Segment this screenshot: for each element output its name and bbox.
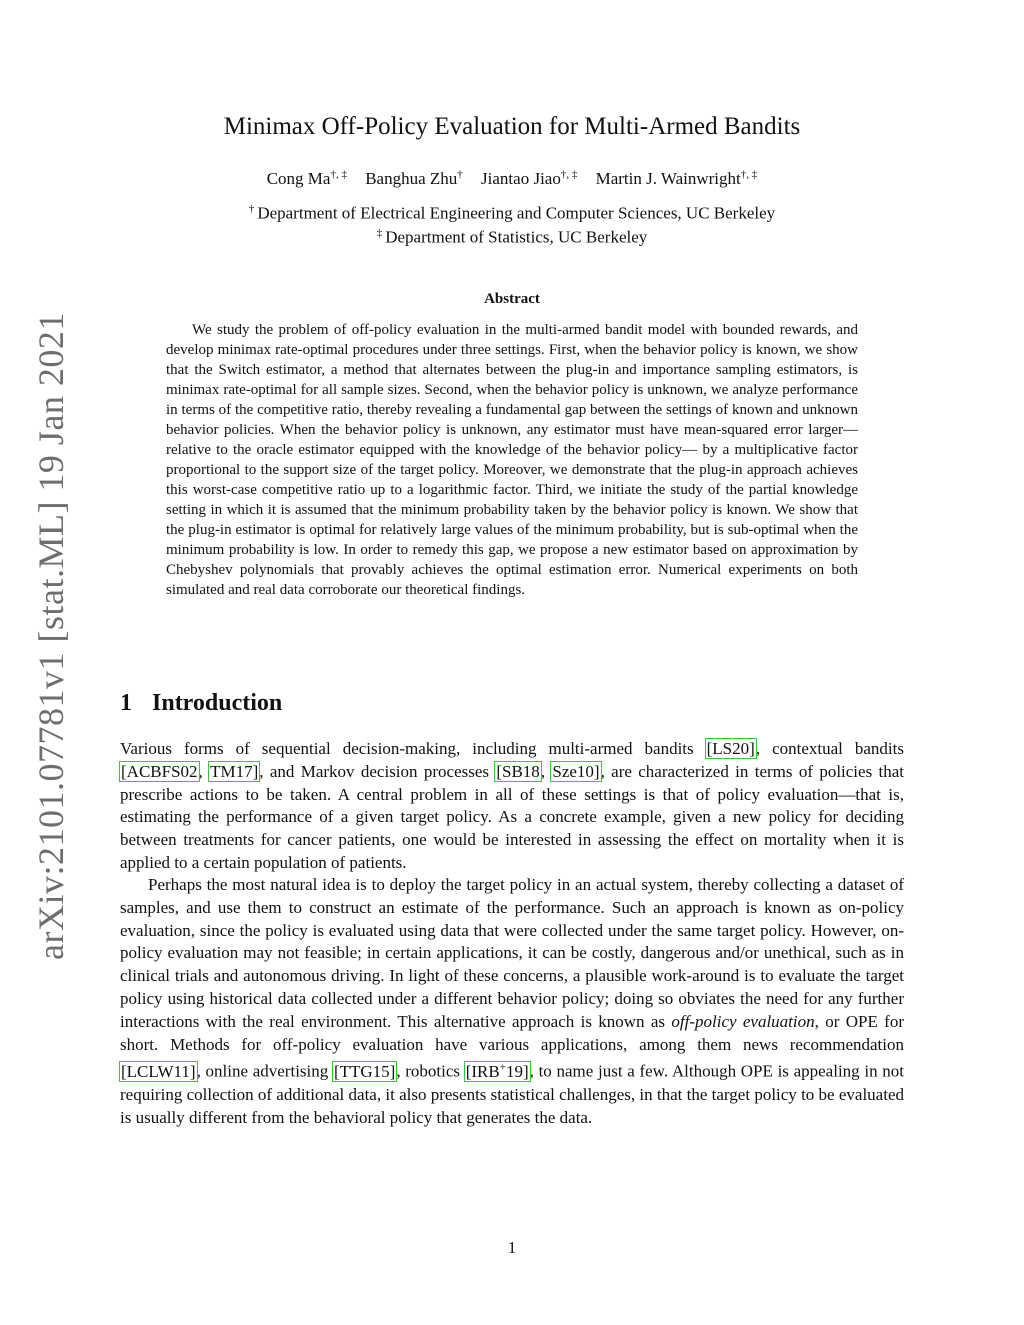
arxiv-identifier-stamp: arXiv:2101.07781v1 [stat.ML] 19 Jan 2021 — [31, 312, 71, 960]
author-list — [0, 168, 1024, 189]
affiliation-text: Department of Electrical Engineering and Computer Sciences, UC Berkeley — [257, 203, 776, 223]
author-name: Jiantao Jiao — [481, 168, 561, 188]
section-heading-introduction — [120, 690, 282, 717]
author-affiliation-marks: †, ‡ — [330, 168, 347, 180]
author-name: Banghua Zhu — [365, 168, 458, 188]
paragraph-text: Various forms of sequential decision-making, including multi-armed bandits — [120, 739, 706, 758]
citation-separator: , — [198, 761, 210, 781]
author-affiliation-marks: †, ‡ — [560, 168, 578, 180]
intro-paragraph-2 — [120, 874, 904, 1129]
paragraph-text: , or OPE for short. Methods for off-policy evaluation have various applications, among them news recommendation — [120, 1011, 905, 1054]
emphasized-term: off-policy evaluation — [671, 1011, 815, 1031]
affiliation-1 — [0, 203, 1024, 224]
citation-link-lclw11[interactable]: [LCLW11] — [121, 1062, 196, 1082]
citation-link-ttg15[interactable]: [TTG15] — [333, 1062, 396, 1082]
paragraph-text: , robotics — [396, 1062, 465, 1082]
paragraph-text: , contextual bandits — [755, 739, 904, 758]
author-3 — [481, 169, 577, 188]
author-4 — [596, 169, 758, 188]
citation-separator: , — [540, 761, 552, 781]
affiliation-mark: ‡ — [376, 227, 383, 239]
author-affiliation-marks: †, ‡ — [740, 168, 758, 180]
paragraph-text: , and Markov decision processes — [259, 761, 496, 781]
author-name: Cong Ma — [266, 168, 331, 188]
affiliation-text: Department of Statistics, UC Berkeley — [385, 227, 648, 247]
citation-text: 19] — [505, 1062, 529, 1082]
paragraph-text: , are characterized in terms of policies that prescribe actions to be taken. A central problem in all of these settings is that of policy evaluation—that is, estimating the performance of a given target policy. As a concrete example, given a new policy for deciding between treatments for cancer patients, one would be interested in assessing the effect on mortality when it is applied to a certain population of patients. — [120, 761, 905, 872]
intro-paragraph-1 — [120, 738, 904, 875]
author-1 — [267, 169, 347, 188]
abstract-heading: Abstract — [484, 291, 540, 307]
citation-superscript: + — [499, 1061, 506, 1074]
author-name: Martin J. Wainwright — [595, 168, 741, 188]
affiliation-mark: † — [248, 203, 255, 215]
page-number: 1 — [507, 1238, 517, 1257]
section-title: Introduction — [152, 690, 283, 716]
abstract-text: We study the problem of off-policy evaluation in the multi-armed bandit model with bounded rewards, and develop minimax rate-optimal procedures under three settings. First, when the behavior policy is known, we show that the Switch estimator, a method that alternates between the plug-in and importance sampling estimators, is minimax rate-optimal for all sample sizes. Second, when the behavior policy is unknown, we analyze performance in terms of the competitive ratio, thereby revealing a fundamental gap between the settings of known and unknown behavior policies. When the behavior policy is unknown, any estimator must have mean-squared error larger—relative to the oracle estimator equipped with the knowledge of the behavior policy— by a multiplicative factor proportional to the support size of the target policy. Moreover, we demonstrate that the plug-in approach achieves this worst-case competitive ratio up to a logarithmic factor. Third, we initiate the study of the partial knowledge setting in which it is assumed that the minimum probability taken by the behavior policy is known. We show that the plug-in estimator is optimal for relatively large values of the minimum probability, but is sub-optimal when the minimum probability is low. In order to remedy this gap, we propose a new estimator based on approximation by Chebyshev polynomials that provably achieves the optimal estimation error. Numerical experiments on both simulated and real data corroborate our theoretical findings. — [166, 322, 858, 598]
paragraph-text: , to name just a few. Although OPE is appealing in not requiring collection of additional data, it also presents statistical challenges, in that the target policy to be evaluated is usually different from the behavioral policy that generates the data. — [120, 1062, 905, 1127]
citation-link-sze10[interactable]: Sze10] — [552, 761, 600, 781]
affiliation-2 — [0, 227, 1024, 248]
citation-link-irb19[interactable] — [465, 1062, 530, 1081]
author-affiliation-marks: † — [457, 168, 463, 180]
citation-link-sb18[interactable]: [SB18 — [496, 761, 540, 781]
citation-link-acbfs02[interactable]: [ACBFS02 — [121, 761, 198, 781]
author-2 — [365, 169, 463, 188]
paper-title: Minimax Off-Policy Evaluation for Multi-Armed Bandits — [223, 113, 801, 140]
citation-link-tm17[interactable]: TM17] — [210, 761, 259, 781]
citation-link-ls20[interactable]: [LS20] — [706, 739, 755, 758]
paragraph-text: Perhaps the most natural idea is to deploy the target policy in an actual system, thereby collecting a dataset of samples, and use them to construct an estimate of the performance. Such an approach is known as on-policy evaluation, since the policy is evaluated using data that were collected under the same target policy. However, on-policy evaluation may not feasible; in certain applications, it can be costly, dangerous and/or unethical, such as in clinical trials and autonomous driving. In light of these concerns, a plausible work-around is to evaluate the target policy using historical data collected under a different behavior policy; doing so obviates the need for any further interactions with the real environment. This alternative approach is known as — [120, 875, 904, 1031]
section-number: 1 — [120, 690, 132, 716]
citation-text: [IRB — [465, 1062, 500, 1082]
paragraph-text: , online advertising — [196, 1062, 333, 1082]
